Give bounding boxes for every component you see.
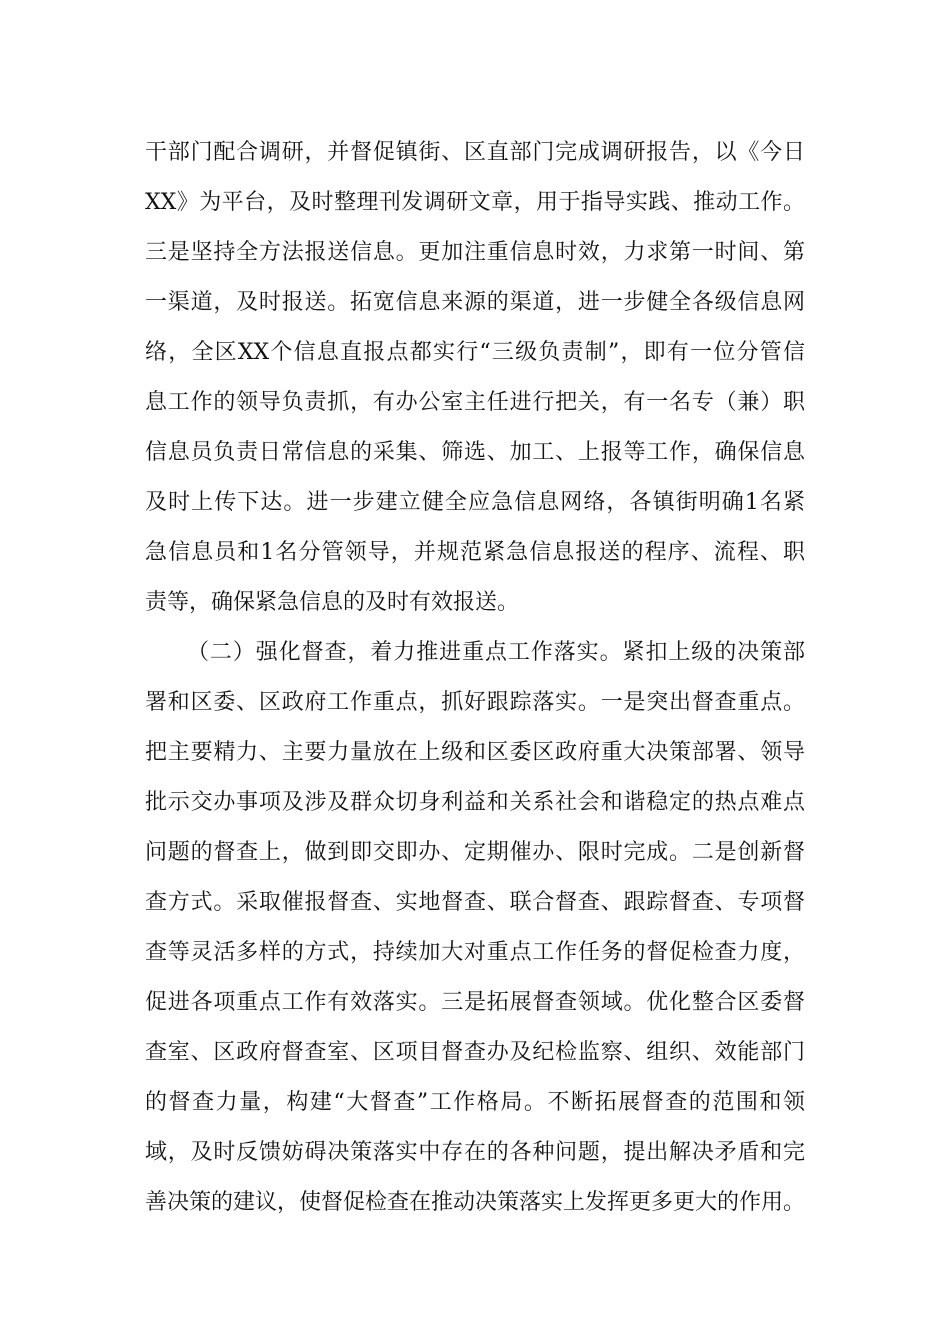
text-line: 的督查力量，构建“大督查”工作格局。不断拓展督查的范围和领: [145, 1090, 805, 1115]
text-line: 促进各项重点工作有效落实。三是拓展督查领域。优化整合区委督: [145, 990, 805, 1015]
text-line: 干部门配合调研，并督促镇街、区直部门完成调研报告，以《今日: [145, 140, 805, 165]
text-line: 查方式。采取催报督查、实地督查、联合督查、跟踪督查、专项督: [145, 890, 805, 915]
document-page: [145, 128, 805, 1228]
text-line: 络，全区XX个信息直报点都实行“三级负责制”，即有一位分管信: [145, 340, 805, 365]
text-line: 及时上传下达。进一步建立健全应急信息网络，各镇街明确1名紧: [145, 490, 805, 515]
text-line: 域，及时反馈妨碍决策落实中存在的各种问题，提出解决矛盾和完: [145, 1140, 805, 1165]
text-line: 查等灵活多样的方式，持续加大对重点工作任务的督促检查力度，: [145, 940, 805, 965]
text-line: 问题的督查上，做到即交即办、定期催办、限时完成。二是创新督: [145, 840, 805, 865]
text-line: 批示交办事项及涉及群众切身利益和关系社会和谐稳定的热点难点: [145, 790, 805, 815]
text-line: 一渠道，及时报送。拓宽信息来源的渠道，进一步健全各级信息网: [145, 290, 805, 315]
text-line: XX》为平台，及时整理刊发调研文章，用于指导实践、推动工作。: [145, 190, 805, 215]
paragraph-supervision: [145, 628, 805, 1228]
text-line: 三是坚持全方法报送信息。更加注重信息时效，力求第一时间、第: [145, 240, 805, 265]
text-line: 查室、区政府督查室、区项目督查办及纪检监察、组织、效能部门: [145, 1040, 805, 1065]
text-line: 责等，确保紧急信息的及时有效报送。: [145, 590, 520, 615]
text-line: 善决策的建议，使督促检查在推动决策落实上发挥更多更大的作用。: [145, 1190, 806, 1215]
text-line: 急信息员和1名分管领导，并规范紧急信息报送的程序、流程、职: [145, 540, 805, 565]
section-heading-line: （二）强化督查，着力推进重点工作落实。紧扣上级的决策部: [187, 640, 805, 665]
paragraph-information-reporting: [145, 128, 805, 628]
text-line: 署和区委、区政府工作重点，抓好跟踪落实。一是突出督查重点。: [145, 690, 805, 715]
text-line: 息工作的领导负责抓，有办公室主任进行把关，有一名专（兼）职: [145, 390, 805, 415]
text-line: 把主要精力、主要力量放在上级和区委区政府重大决策部署、领导: [145, 740, 805, 765]
text-line: 信息员负责日常信息的采集、筛选、加工、上报等工作，确保信息: [145, 440, 805, 465]
